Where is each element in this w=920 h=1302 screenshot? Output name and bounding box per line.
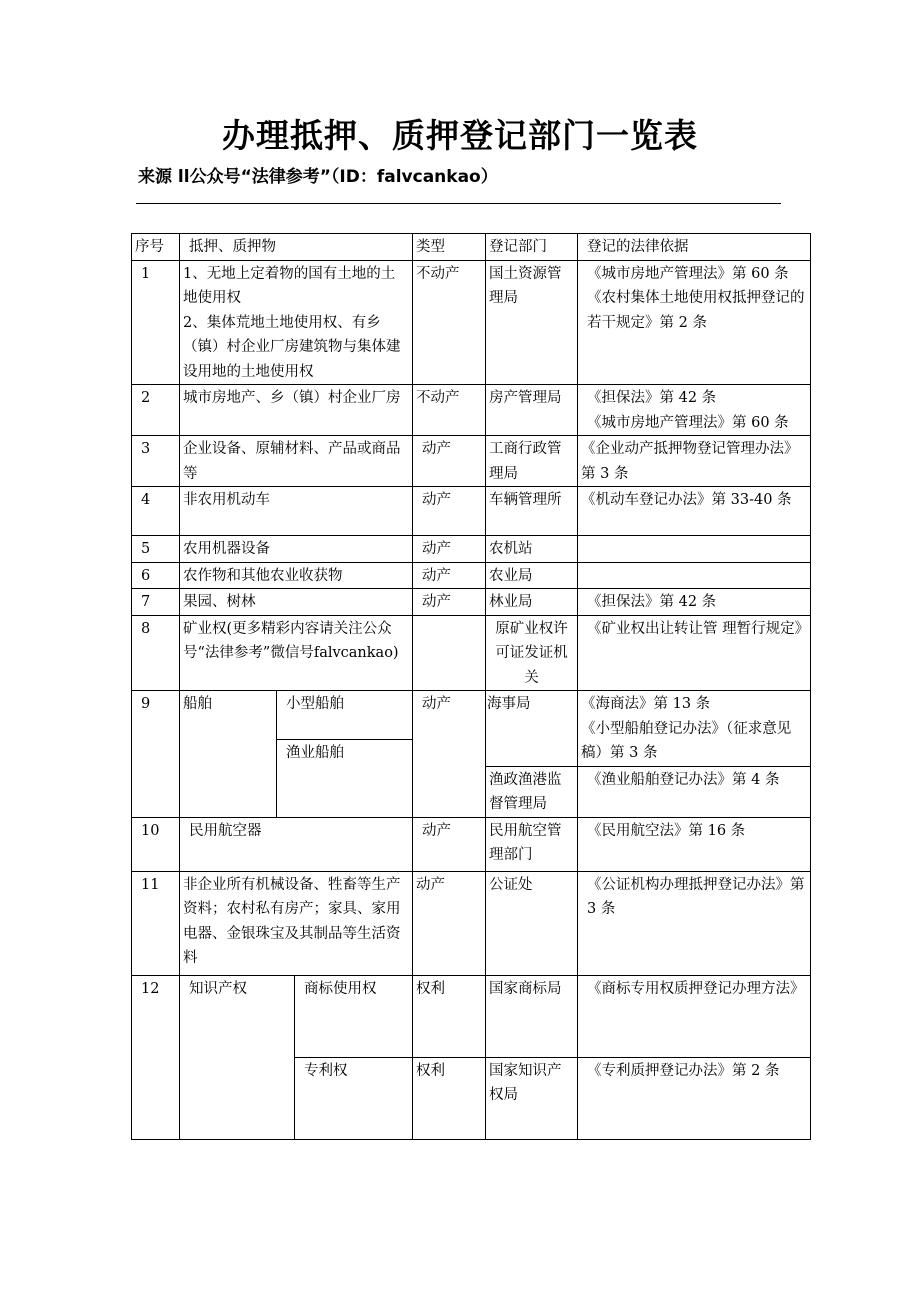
row-type: 动产 bbox=[413, 589, 486, 616]
row-basis-line: 《海商法》第 13 条 bbox=[581, 696, 711, 712]
table-row bbox=[132, 385, 811, 436]
row-no: 8 bbox=[132, 615, 180, 691]
row-basis bbox=[578, 260, 811, 385]
row-type: 动产 bbox=[413, 817, 486, 871]
row-basis: 《商标专用权质押登记办理方法》 bbox=[578, 975, 811, 1057]
row-dept: 农机站 bbox=[486, 536, 578, 563]
row-dept: 国家知识产权局 bbox=[486, 1057, 578, 1139]
row-dept: 国土资源管理局 bbox=[486, 260, 578, 385]
row-item-line: 2、集体荒地土地使用权、有乡（镇）村企业厂房建筑物与集体建设用地的土地使用权 bbox=[183, 314, 401, 380]
row-item-line: 1、无地上定着物的国有土地的土地使用权 bbox=[183, 265, 396, 306]
row-dept: 民用航空管理部门 bbox=[486, 817, 578, 871]
header-no: 序号 bbox=[132, 234, 180, 261]
table-row bbox=[132, 975, 811, 1057]
source-line: 来源 ll公众号“法律参考”（ID：falvcankao） bbox=[138, 167, 498, 187]
row-basis: 《专利质押登记办法》第 2 条 bbox=[578, 1057, 811, 1139]
row-type: 动产 bbox=[413, 436, 486, 487]
row-subitem: 渔业船舶 bbox=[277, 740, 413, 818]
page-title: 办理抵押、质押登记部门一览表 bbox=[222, 116, 698, 155]
table-row bbox=[132, 436, 811, 487]
row-dept: 原矿业权许可证发证机关 bbox=[486, 615, 578, 691]
row-dept: 工商行政管理局 bbox=[486, 436, 578, 487]
row-no: 2 bbox=[132, 385, 180, 436]
row-item: 果园、树林 bbox=[180, 589, 413, 616]
row-basis: 《机动车登记办法》第 33-40 条 bbox=[578, 487, 811, 536]
row-dept: 车辆管理所 bbox=[486, 487, 578, 536]
row-type: 动产 bbox=[413, 691, 486, 818]
row-type: 不动产 bbox=[413, 260, 486, 385]
row-basis bbox=[578, 385, 811, 436]
row-type: 动产 bbox=[413, 536, 486, 563]
row-dept: 国家商标局 bbox=[486, 975, 578, 1057]
row-item bbox=[180, 260, 413, 385]
row-type: 动产 bbox=[413, 562, 486, 589]
table-row bbox=[132, 536, 811, 563]
row-basis: 《矿业权出让转让管 理暂行规定》 bbox=[578, 615, 811, 691]
row-item: 矿业权(更多精彩内容请关注公众号“法律参考”微信号falvcankao) bbox=[180, 615, 413, 691]
header-type: 类型 bbox=[413, 234, 486, 261]
registration-table bbox=[131, 233, 811, 1140]
row-no: 6 bbox=[132, 562, 180, 589]
row-basis bbox=[578, 691, 811, 767]
row-item: 民用航空器 bbox=[180, 817, 413, 871]
row-basis: 《民用航空法》第 16 条 bbox=[578, 817, 811, 871]
row-basis: 《公证机构办理抵押登记办法》第 3 条 bbox=[578, 871, 811, 975]
row-no: 10 bbox=[132, 817, 180, 871]
table-header-row bbox=[132, 234, 811, 261]
row-no: 4 bbox=[132, 487, 180, 536]
row-type: 不动产 bbox=[413, 385, 486, 436]
row-dept: 农业局 bbox=[486, 562, 578, 589]
row-dept: 海事局 bbox=[486, 691, 578, 767]
row-type bbox=[413, 615, 486, 691]
table-row bbox=[132, 817, 811, 871]
row-basis-line: 《城市房地产管理法》第 60 条 bbox=[587, 265, 789, 282]
row-no: 5 bbox=[132, 536, 180, 563]
table-row bbox=[132, 615, 811, 691]
row-no: 12 bbox=[132, 975, 180, 1139]
row-no: 11 bbox=[132, 871, 180, 975]
table-row bbox=[132, 871, 811, 975]
row-basis: 《担保法》第 42 条 bbox=[578, 589, 811, 616]
row-basis: 《企业动产抵押物登记管理办法》第 3 条 bbox=[578, 436, 811, 487]
row-dept: 林业局 bbox=[486, 589, 578, 616]
row-item: 企业设备、原辅材料、产品或商品等 bbox=[180, 436, 413, 487]
row-basis-line: 《农村集体土地使用权抵押登记的若干规定》第 2 条 bbox=[587, 290, 805, 331]
row-item: 农用机器设备 bbox=[180, 536, 413, 563]
row-item: 农作物和其他农业收获物 bbox=[180, 562, 413, 589]
row-item: 船舶 bbox=[180, 691, 277, 818]
row-subitem: 专利权 bbox=[295, 1057, 413, 1139]
row-item: 知识产权 bbox=[180, 975, 295, 1139]
row-basis: 《渔业船舶登记办法》第 4 条 bbox=[578, 766, 811, 817]
header-dept: 登记部门 bbox=[486, 234, 578, 261]
row-type: 动产 bbox=[413, 871, 486, 975]
row-basis-line: 《担保法》第 42 条 bbox=[587, 390, 717, 406]
row-subitem: 小型船舶 bbox=[277, 691, 413, 740]
row-item: 非企业所有机械设备、牲畜等生产资料；农村私有房产；家具、家用电器、金银珠宝及其制品等生活资料 bbox=[180, 871, 413, 975]
row-type: 权利 bbox=[413, 975, 486, 1057]
row-dept: 渔政渔港监督管理局 bbox=[486, 766, 578, 817]
row-no: 1 bbox=[132, 260, 180, 385]
row-no: 9 bbox=[132, 691, 180, 818]
row-no: 7 bbox=[132, 589, 180, 616]
table-row bbox=[132, 260, 811, 385]
row-basis-line: 《城市房地产管理法》第 60 条 bbox=[587, 414, 789, 431]
header-basis: 登记的法律依据 bbox=[578, 234, 811, 261]
header-item: 抵押、质押物 bbox=[180, 234, 413, 261]
row-type: 权利 bbox=[413, 1057, 486, 1139]
table-row bbox=[132, 562, 811, 589]
row-dept: 房产管理局 bbox=[486, 385, 578, 436]
row-item: 非农用机动车 bbox=[180, 487, 413, 536]
row-basis-line: 《小型船舶登记办法》（征求意见稿）第 3 条 bbox=[581, 720, 792, 761]
row-dept: 公证处 bbox=[486, 871, 578, 975]
row-subitem: 商标使用权 bbox=[295, 975, 413, 1057]
table-row bbox=[132, 589, 811, 616]
row-item: 城市房地产、乡（镇）村企业厂房 bbox=[180, 385, 413, 436]
row-basis bbox=[578, 536, 811, 563]
row-no: 3 bbox=[132, 436, 180, 487]
table-row bbox=[132, 487, 811, 536]
table-row bbox=[132, 691, 811, 740]
row-type: 动产 bbox=[413, 487, 486, 536]
header-rule bbox=[136, 203, 781, 204]
row-basis bbox=[578, 562, 811, 589]
